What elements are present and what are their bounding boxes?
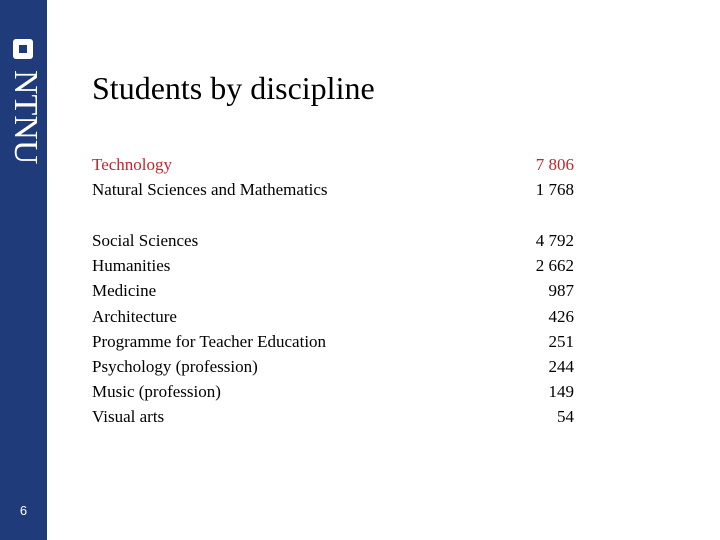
table-row — [92, 278, 574, 303]
svg-text:NTNU: NTNU — [7, 70, 45, 165]
table-row — [92, 379, 574, 404]
discipline-label: Natural Sciences and Mathematics — [92, 180, 328, 199]
student-count: 244 — [548, 357, 574, 376]
discipline-label: Music (profession) — [92, 382, 221, 401]
student-count: 1 768 — [535, 180, 574, 199]
table-row — [92, 304, 574, 329]
discipline-label: Technology — [92, 155, 173, 174]
discipline-label: Social Sciences — [92, 231, 199, 250]
slide-title: Students by discipline — [92, 70, 375, 106]
page-number: 6 — [19, 503, 28, 518]
student-count: 426 — [548, 307, 574, 326]
discipline-label: Programme for Teacher Education — [92, 332, 327, 351]
discipline-label: Medicine — [92, 281, 157, 300]
student-count: 4 792 — [535, 231, 574, 250]
table-row — [92, 177, 574, 202]
discipline-label: Humanities — [92, 256, 171, 275]
student-count: 54 — [557, 407, 574, 426]
student-count: 2 662 — [535, 256, 574, 275]
student-count: 987 — [548, 281, 574, 300]
table-row — [92, 253, 574, 278]
ntnu-logo-icon — [7, 36, 45, 186]
table-row — [92, 228, 574, 253]
table-row — [92, 404, 574, 429]
discipline-label: Visual arts — [92, 407, 165, 426]
table-row — [92, 329, 574, 354]
student-count: 7 806 — [535, 155, 574, 174]
discipline-label: Psychology (profession) — [92, 357, 258, 376]
student-count: 251 — [548, 332, 574, 351]
student-count: 149 — [548, 382, 574, 401]
table-row — [92, 354, 574, 379]
sidebar — [0, 0, 47, 540]
table-row — [92, 152, 574, 177]
discipline-label: Architecture — [92, 307, 177, 326]
